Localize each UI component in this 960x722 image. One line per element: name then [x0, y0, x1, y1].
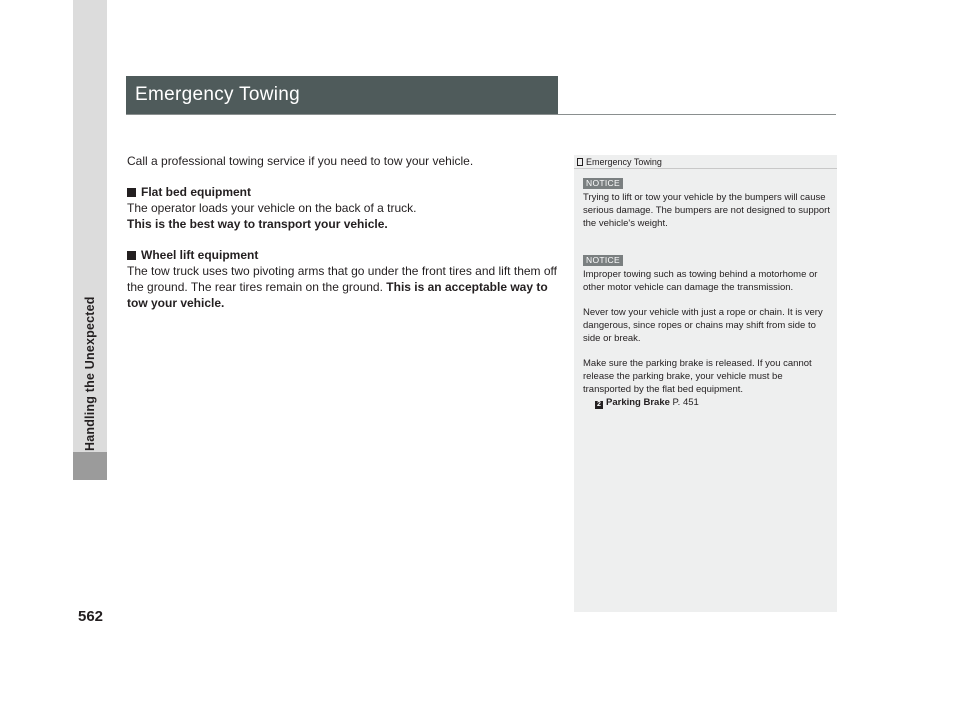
section-tab-marker	[73, 452, 107, 480]
notice-badge: NOTICE	[583, 178, 623, 189]
parking-brake-text: Make sure the parking brake is released. If you cannot release the parking brake, your vehicle must be transported by the flat bed equipment.	[583, 358, 812, 395]
note-icon	[577, 158, 583, 166]
notice-text-1: Trying to lift or tow your vehicle by the bumpers will cause serious damage. The bumpers are not designed to support the vehicle's weight.	[583, 192, 830, 229]
wheellift-heading-label: Wheel lift equipment	[141, 248, 259, 262]
wheellift-paragraph	[127, 263, 559, 311]
flatbed-heading	[127, 184, 559, 200]
flatbed-emphasis: This is the best way to transport your vehicle.	[127, 217, 388, 231]
wheellift-text: The tow truck uses two pivoting arms that go under the front tires and lift them off the ground. The rear tires remain on the ground.	[127, 264, 557, 294]
flatbed-heading-label: Flat bed equipment	[141, 185, 252, 199]
page-title: Emergency Towing	[126, 76, 558, 114]
heading-bullet-icon	[127, 188, 136, 197]
flatbed-text: The operator loads your vehicle on the back of a truck.	[127, 201, 417, 215]
cross-reference[interactable]	[583, 396, 831, 409]
sidebar-header-label: Emergency Towing	[586, 157, 662, 167]
wheellift-heading	[127, 247, 559, 263]
sidebar-body	[583, 177, 831, 409]
reference-page: P. 451	[672, 397, 699, 408]
main-content	[127, 153, 559, 311]
notice-text-2: Improper towing such as towing behind a motorhome or other motor vehicle can damage the transmission.	[583, 269, 818, 293]
intro-text: Call a professional towing service if you need to tow your vehicle.	[127, 154, 474, 168]
reference-arrow-icon: 2	[595, 401, 603, 409]
page-number: 562	[78, 608, 104, 625]
reference-label: Parking Brake	[606, 397, 670, 408]
wheellift-emphasis: This is an acceptable way to tow your vehicle.	[127, 280, 548, 310]
rope-warning-text: Never tow your vehicle with just a rope or chain. It is very dangerous, since ropes or chains may shift from side to side or break.	[583, 307, 823, 344]
notice-badge: NOTICE	[583, 255, 623, 266]
section-tab-label: Handling the Unexpected	[83, 296, 97, 451]
heading-bullet-icon	[127, 251, 136, 260]
title-divider	[126, 114, 836, 115]
